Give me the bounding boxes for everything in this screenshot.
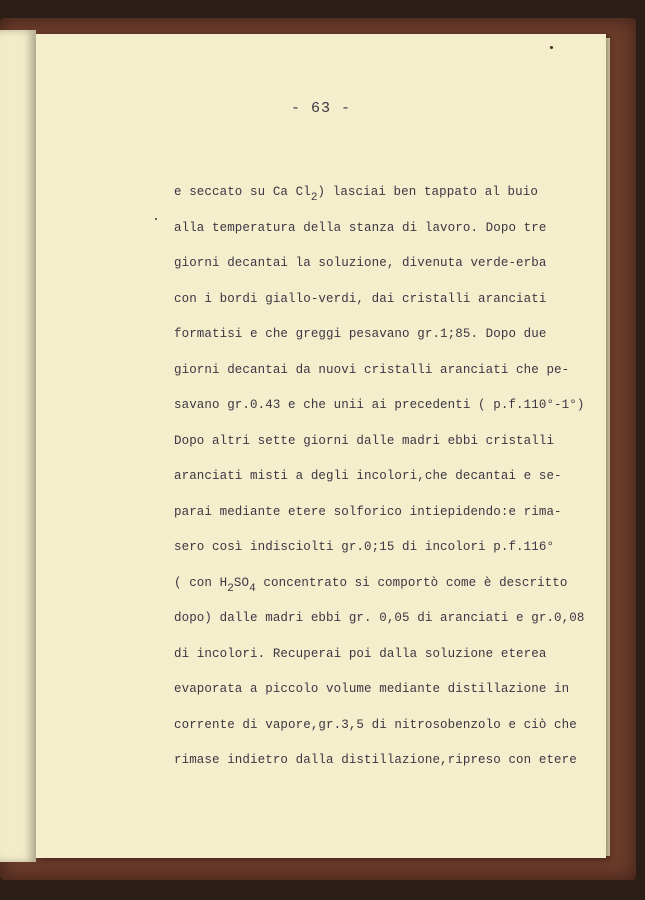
subscript: 2 (227, 582, 234, 595)
text-line (174, 324, 594, 360)
document-page (36, 34, 606, 858)
text-segment: parai mediante etere solforico intiepidendo:e rima- (174, 504, 562, 519)
text-line (174, 289, 594, 325)
text-segment: concentrato si comportò come è descritto (255, 575, 568, 590)
text-line (174, 182, 594, 218)
text-segment: alla temperatura della stanza di lavoro. Dopo tre (174, 220, 547, 235)
text-line (174, 644, 594, 680)
text-line (174, 466, 594, 502)
page-number: - 63 - (290, 100, 351, 117)
text-segment: giorni decantai da nuovi cristalli aranciati che pe- (174, 362, 570, 377)
text-segment: SO (233, 575, 250, 590)
text-line (174, 218, 594, 254)
text-segment: con i bordi giallo-verdi, dai cristalli aranciati (174, 291, 547, 306)
text-segment: corrente di vapore,gr.3,5 di nitrosobenzolo e ciò che (174, 717, 577, 732)
text-segment: Dopo altri sette giorni dalle madri ebbi cristalli (174, 433, 555, 448)
text-segment: giorni decantai la soluzione, divenuta verde-erba (174, 256, 547, 270)
paper-speck (155, 218, 157, 220)
text-line (174, 431, 594, 467)
text-segment: evaporata a piccolo volume mediante distillazione in (174, 682, 570, 696)
text-segment: dopo) dalle madri ebbi gr. 0,05 di aranciati e gr.0,08 (174, 611, 585, 625)
text-segment: savano gr.0.43 e che unii ai precedenti ( p.f.110°-1°) (174, 398, 585, 412)
subscript: 2 (310, 192, 318, 204)
text-segment: sero così indisciolti gr.0;15 di incolori p.f.116° (174, 540, 555, 554)
text-segment: formatisi e che greggi pesavano gr.1;85. Dopo due (174, 327, 547, 341)
text-segment: aranciati misti a degli incolori,che decantai e se- (174, 469, 562, 483)
text-line (174, 360, 594, 396)
text-segment: ) lasciai ben tappato al buio (317, 185, 538, 199)
text-segment: di incolori. Recuperai poi dalla soluzione eterea (174, 646, 547, 661)
text-segment: e seccato su Ca Cl (174, 185, 311, 199)
text-line (174, 715, 594, 751)
text-line (174, 679, 594, 715)
text-line (174, 750, 594, 786)
text-line (174, 502, 594, 538)
text-line (174, 573, 594, 609)
subscript: 4 (249, 582, 256, 595)
text-segment: ( con H (174, 575, 228, 590)
text-line (174, 253, 594, 289)
text-line (174, 537, 594, 573)
typewritten-text (174, 182, 594, 786)
facing-page-edge (0, 30, 36, 862)
text-segment: rimase indietro dalla distillazione,ripreso con etere (174, 753, 577, 767)
text-line (174, 608, 594, 644)
paper-speck (550, 46, 553, 49)
text-line (174, 395, 594, 431)
